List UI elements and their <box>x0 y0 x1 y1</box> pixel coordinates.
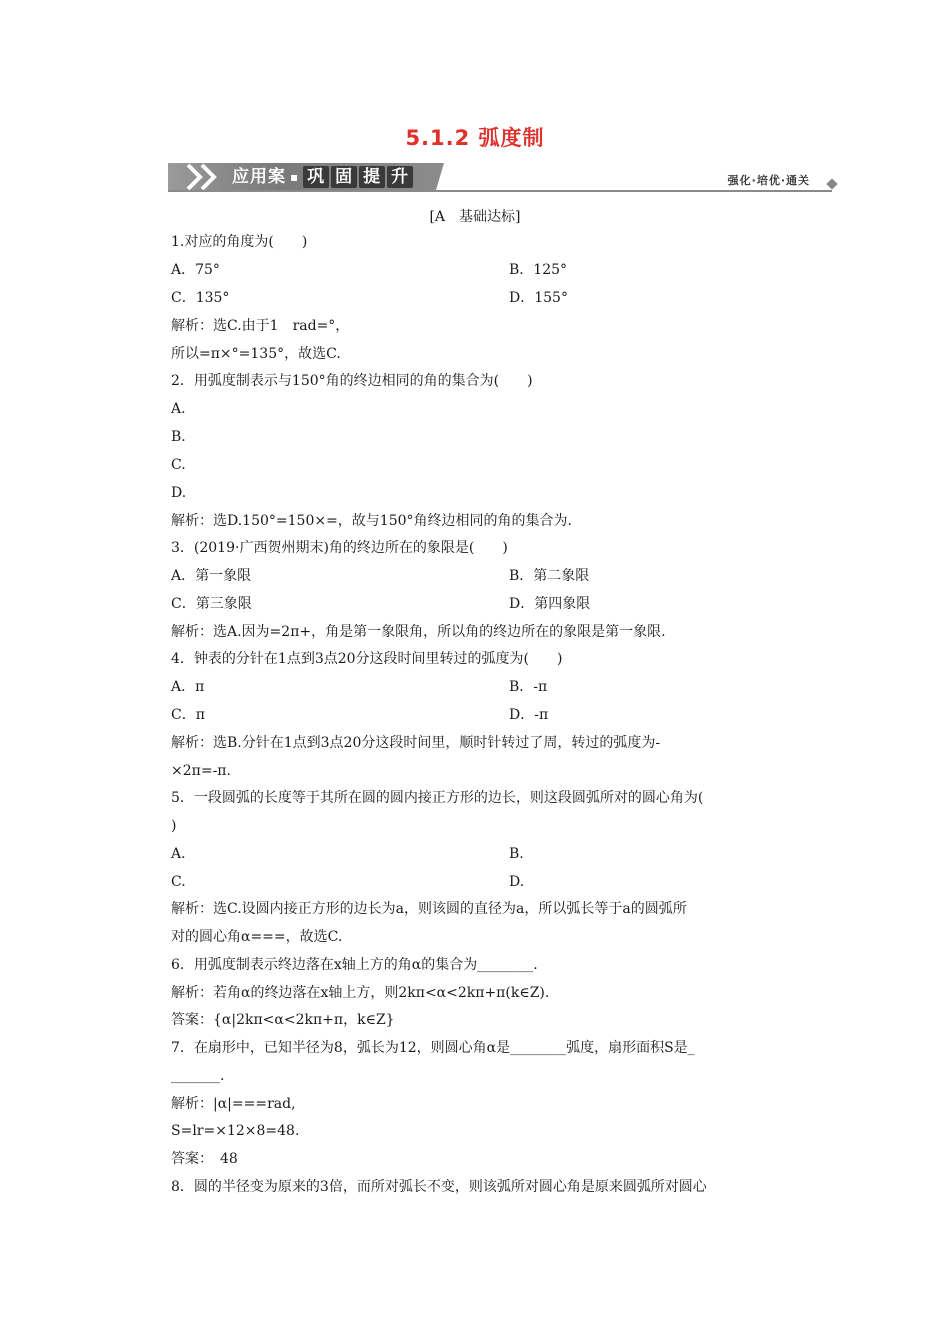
question-5-line-2: ) <box>171 818 177 834</box>
q1-option-b: B．125° <box>509 262 568 278</box>
q2-option-d: D. <box>171 485 187 501</box>
q4-option-c: C．π <box>171 707 205 723</box>
q5-option-c: C. <box>171 874 186 890</box>
q5-solution-2: 对的圆心角α===，故选C. <box>171 929 343 945</box>
banner-tagline: 强化·培优·通关 <box>727 174 810 187</box>
q2-solution: 解析：选D.150°=150×=，故与150°角终边相同的角的集合为. <box>171 513 572 529</box>
q5-option-d: D. <box>509 874 525 890</box>
q5-solution-1: 解析：选C.设圆内接正方形的边长为a，则该圆的直径为a，所以弧长等于a的圆弧所 <box>171 901 687 917</box>
q2-option-b: B. <box>171 429 186 445</box>
q1-solution-1: 解析：选C.由于1 rad=°， <box>171 318 350 334</box>
q1-solution-2: 所以=π×°=135°，故选C. <box>171 346 341 362</box>
q7-solution-2: S=lr=×12×8=48. <box>171 1123 300 1139</box>
question-5-line-1: 5．一段圆弧的长度等于其所在圆的圆内接正方形的边长，则这段圆弧所对的圆心角为( <box>171 790 704 806</box>
q4-option-a: A．π <box>171 679 205 695</box>
banner-char-1: 巩 <box>303 166 329 188</box>
question-6: 6．用弧度制表示终边落在x轴上方的角α的集合为________. <box>171 957 538 973</box>
q7-solution-1: 解析：|α|===rad, <box>171 1096 296 1112</box>
question-2: 2．用弧度制表示与150°角的终边相同的角的集合为( ) <box>171 373 533 389</box>
banner-rule <box>168 190 832 192</box>
q5-option-b: B. <box>509 846 524 862</box>
banner-char-2: 固 <box>331 166 357 188</box>
q2-option-c: C. <box>171 457 186 473</box>
diamond-icon <box>826 178 837 189</box>
page-title: 5.1.2 弧度制 <box>405 126 545 150</box>
section-heading: [A 基础达标] <box>429 209 521 225</box>
q3-option-c: C．第三象限 <box>171 596 252 612</box>
question-1: 1.对应的角度为( ) <box>171 234 308 250</box>
question-7-line-1: 7．在扇形中，已知半径为8，弧长为12，则圆心角α是________弧度，扇形面积S是_ <box>171 1040 695 1056</box>
banner-label-left: 应用案 <box>232 167 286 187</box>
double-chevron-icon <box>174 163 234 191</box>
question-8: 8．圆的半径变为原来的3倍，而所对弧长不变，则该弧所对圆心角是原来圆弧所对圆心 <box>171 1179 707 1195</box>
q1-option-a: A．75° <box>171 262 220 278</box>
q3-solution: 解析：选A.因为=2π+，角是第一象限角，所以角的终边所在的象限是第一象限. <box>171 624 666 640</box>
question-3: 3．(2019·广西贺州期末)角的终边所在的象限是( ) <box>171 540 508 556</box>
banner-char-3: 提 <box>359 166 385 188</box>
q4-option-b: B．-π <box>509 679 548 695</box>
q1-option-d: D．155° <box>509 290 568 306</box>
section-banner <box>168 163 840 193</box>
q3-option-d: D．第四象限 <box>509 596 591 612</box>
q6-solution: 解析：若角α的终边落在x轴上方，则2kπ<α<2kπ+π(k∈Z). <box>171 985 550 1001</box>
q7-answer: 答案： 48 <box>171 1151 238 1167</box>
q4-option-d: D．-π <box>509 707 549 723</box>
q4-solution-1: 解析：选B.分针在1点到3点20分这段时间里，顺时针转过了周，转过的弧度为- <box>171 735 661 751</box>
banner-text <box>232 166 415 188</box>
q5-option-a: A. <box>171 846 186 862</box>
q1-option-c: C．135° <box>171 290 230 306</box>
q2-option-a: A. <box>171 401 186 417</box>
banner-dot: ▪ <box>290 170 300 184</box>
question-4: 4．钟表的分针在1点到3点20分这段时间里转过的弧度为( ) <box>171 651 563 667</box>
q3-option-b: B．第二象限 <box>509 568 590 584</box>
q4-solution-2: ×2π=-π. <box>171 763 231 779</box>
q6-answer: 答案：{α|2kπ<α<2kπ+π，k∈Z} <box>171 1012 395 1028</box>
q3-option-a: A．第一象限 <box>171 568 252 584</box>
banner-char-4: 升 <box>387 166 413 188</box>
question-7-line-2: _______. <box>171 1068 225 1084</box>
